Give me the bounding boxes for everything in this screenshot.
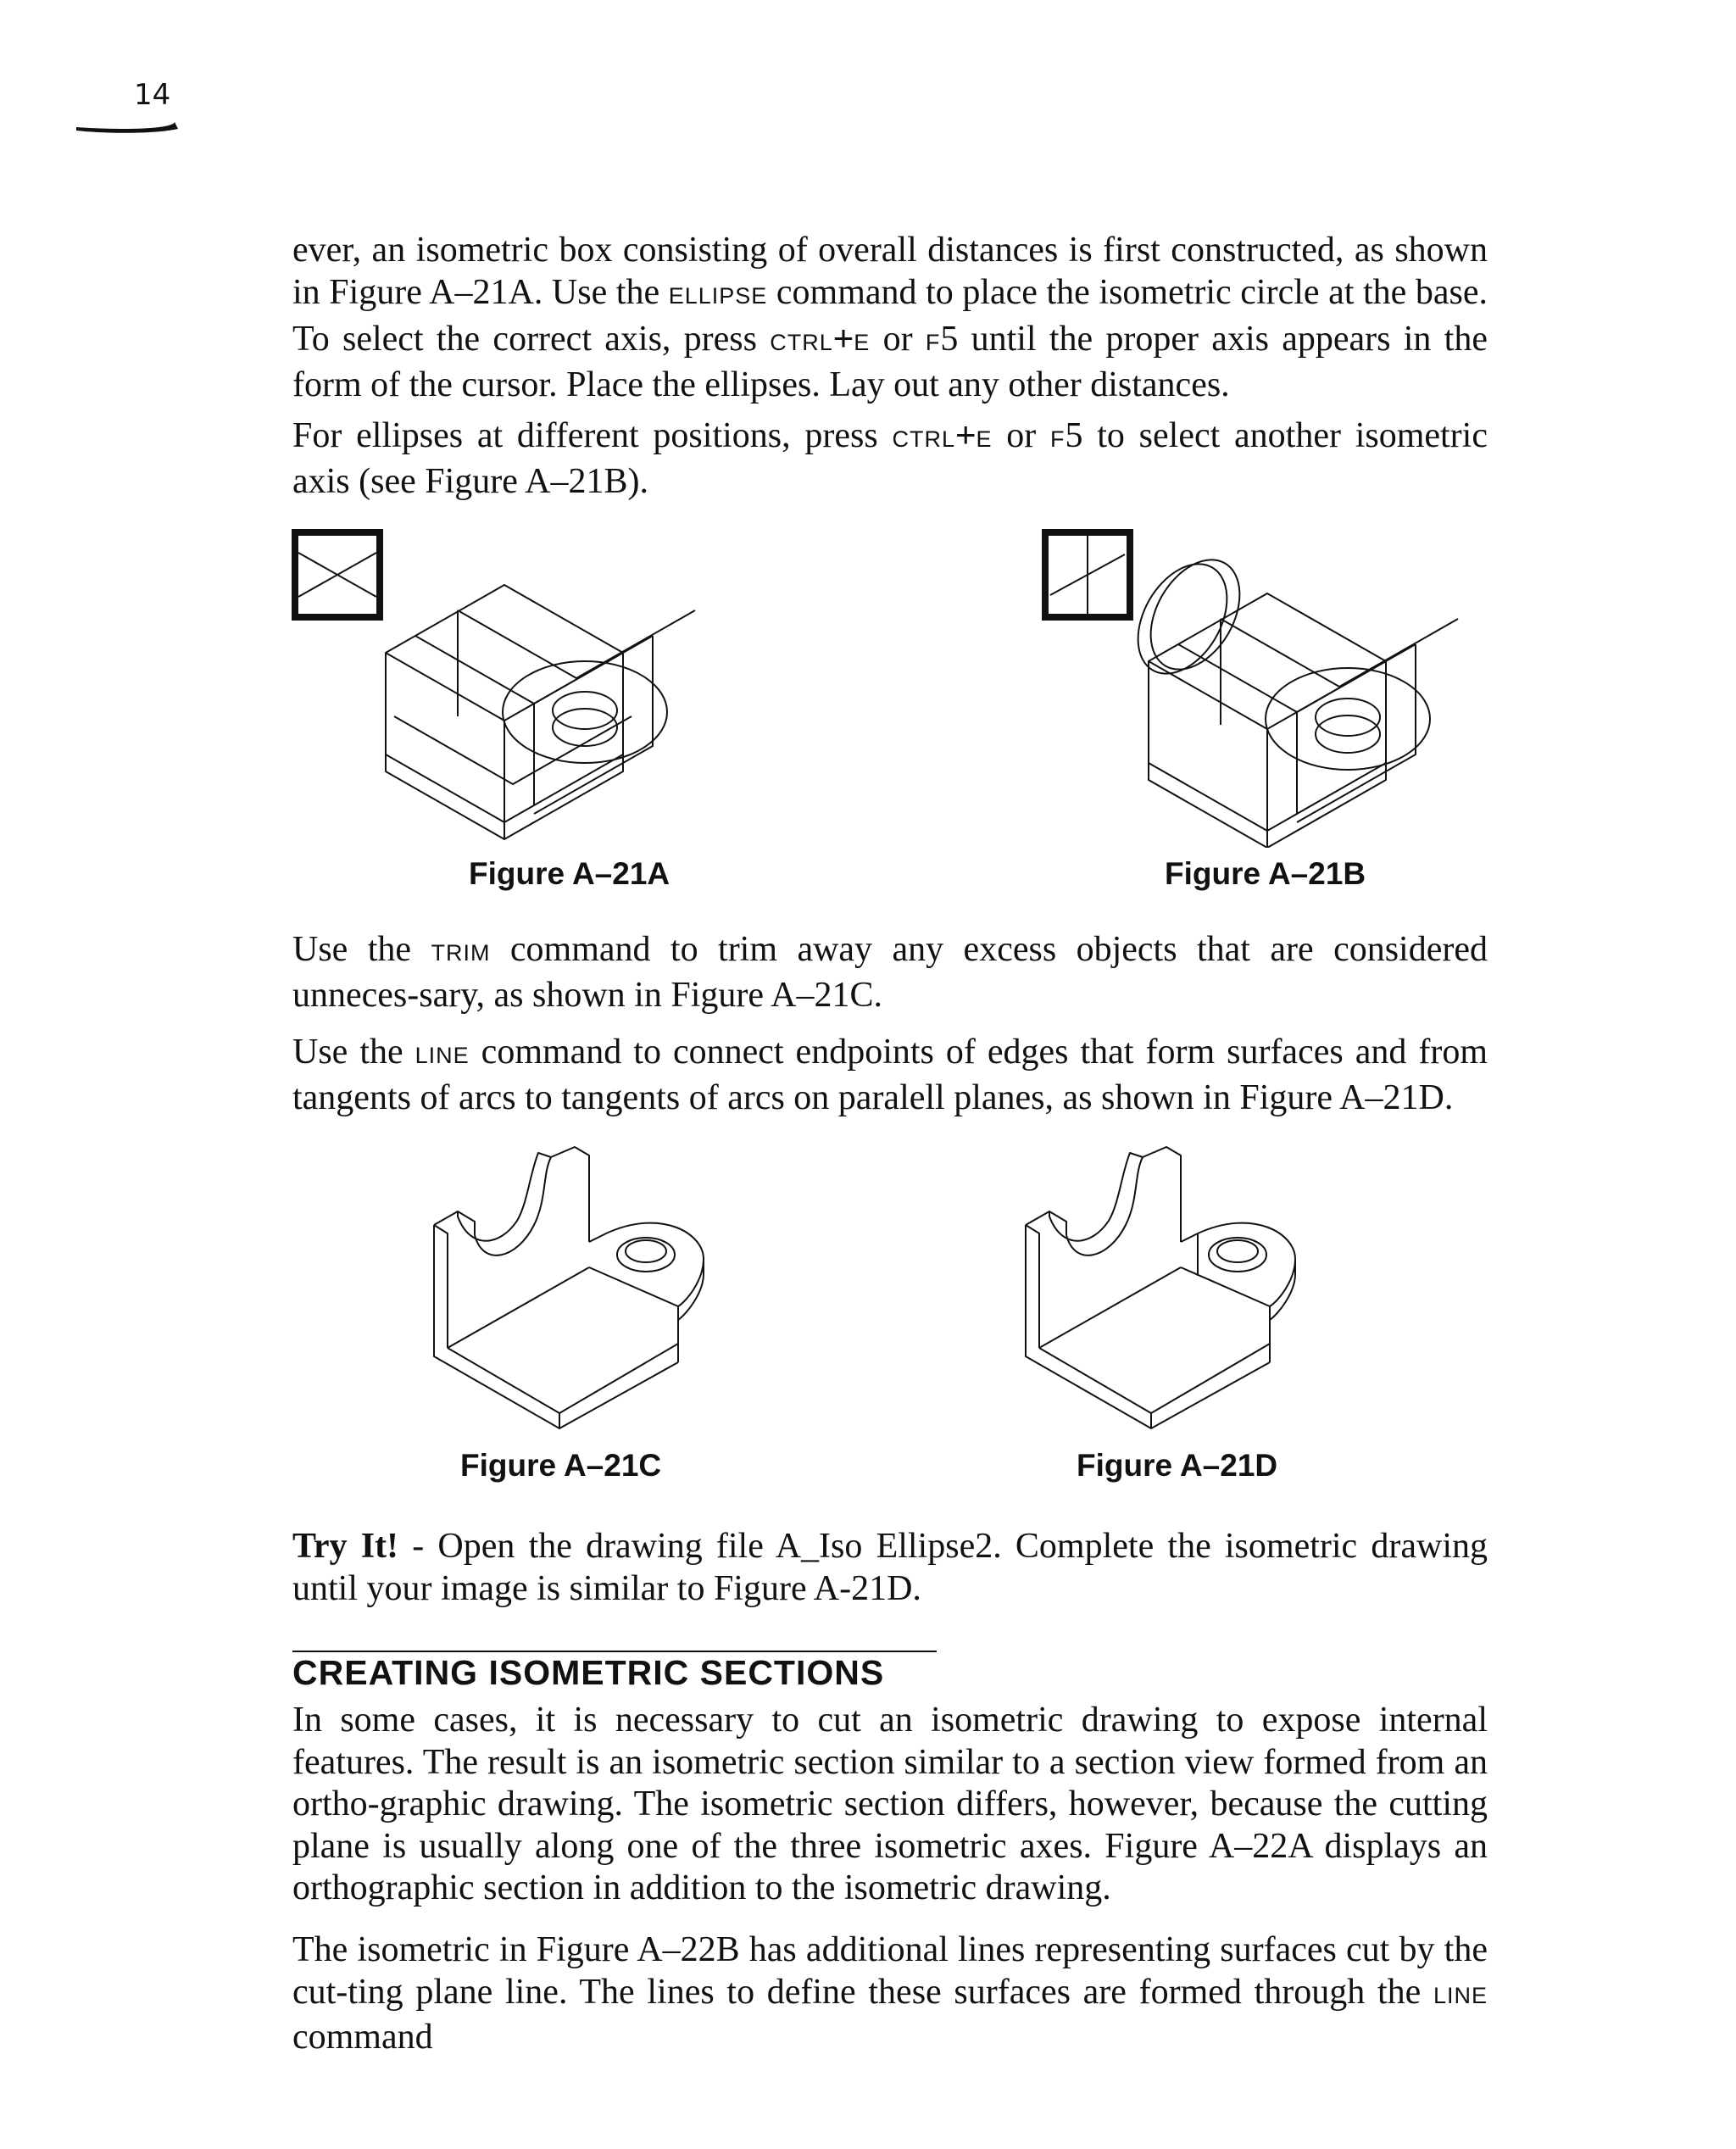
p5-text: In some cases, it is necessary to cut an isometric drawing to expose internal features. The result is an isometric section similar to a section view formed from an ortho-graphic drawing. The isometric section differs, however, because the cutting plane is usually along one of the three isometric axes. Figure A–22A displays an orthographic section in addition to the isometric drawing. [292, 1701, 1488, 1907]
section-heading: CREATING ISOMETRIC SECTIONS [292, 1653, 885, 1692]
paragraph-3 [292, 929, 1488, 1016]
figure-a21c [424, 1140, 797, 1437]
isometric-box-drawing [1120, 544, 1458, 848]
page-number: 14 [134, 78, 171, 112]
line-command: LINE [415, 1043, 470, 1068]
p3-text-1: Use the [292, 930, 431, 969]
heading-rule [292, 1651, 937, 1652]
paragraph-6 [292, 1929, 1488, 2059]
figure-a21c-caption: Figure A–21C [460, 1448, 662, 1483]
p2-text-1: For ellipses at different positions, press [292, 416, 893, 455]
f-key: F [925, 330, 941, 355]
line-command: LINE [1433, 1982, 1488, 2008]
paragraph-5 [292, 1700, 1488, 1910]
cursor-x-icon [295, 532, 380, 617]
p2-text-or: or [992, 416, 1050, 455]
e-key: E [854, 330, 871, 355]
try-it-paragraph [292, 1526, 1488, 1610]
isometric-bracket-drawing [1026, 1147, 1295, 1428]
p1-text-2: command to place the isometric circle at the base. To select the correct axis, press [292, 272, 1488, 359]
ellipse-command: ELLIPSE [668, 282, 768, 309]
p4-text-2: command to connect endpoints of edges that form surfaces and from tangents of arcs to tangents of arcs on paralell planes, as shown in Figure A–21D. [292, 1033, 1488, 1117]
e-key: E [976, 426, 993, 452]
p3-text-2: command to trim away any excess objects that are considered unneces-sary, as shown in Figure A–21C. [292, 930, 1488, 1015]
plus-sign: + [832, 318, 854, 358]
header-swoosh [75, 119, 185, 144]
p1-text-3: 5 until the proper axis appears in the form of the cursor. Place the ellipses. Lay out any other distances. [292, 320, 1488, 404]
figure-a21b [1038, 526, 1513, 848]
trim-command: TRIM [431, 940, 491, 966]
p1-text-1: ever, an isometric box consisting of overall distances is first constructed, as shown in Figure A–21A. Use the [292, 231, 1488, 312]
figure-a21d-caption: Figure A–21D [1077, 1448, 1278, 1483]
try-it-label: Try It! [292, 1527, 399, 1566]
figure-a21a [288, 526, 763, 848]
p6-text-1: The isometric in Figure A–22B has additional lines representing surfaces cut by the cut-ting plane line. The lines to define these surfaces are formed through the [292, 1930, 1488, 2012]
isometric-bracket-drawing [434, 1147, 704, 1428]
figure-a21d [1015, 1140, 1388, 1437]
p6-text-2: command [292, 2018, 433, 2057]
figure-a21a-caption: Figure A–21A [469, 856, 670, 891]
p4-text-1: Use the [292, 1033, 415, 1072]
ctrl-key: CTRL [770, 330, 833, 355]
paragraph-1 [292, 230, 1488, 406]
try-it-text: - Open the drawing file A_Iso Ellipse2. Complete the isometric drawing until your image is similar to Figure A-21D. [292, 1527, 1488, 1608]
paragraph-4 [292, 1032, 1488, 1119]
cursor-vertical-icon [1045, 532, 1130, 617]
paragraph-2 [292, 414, 1488, 503]
isometric-box-drawing [386, 585, 695, 839]
f-key: F [1050, 426, 1066, 452]
ctrl-key: CTRL [892, 426, 955, 452]
plus-sign: + [954, 415, 976, 454]
figure-a21b-caption: Figure A–21B [1165, 856, 1366, 891]
p2-text-2: 5 to select another isometric axis (see Figure A–21B). [292, 416, 1488, 501]
p1-text-or: or [870, 320, 926, 359]
